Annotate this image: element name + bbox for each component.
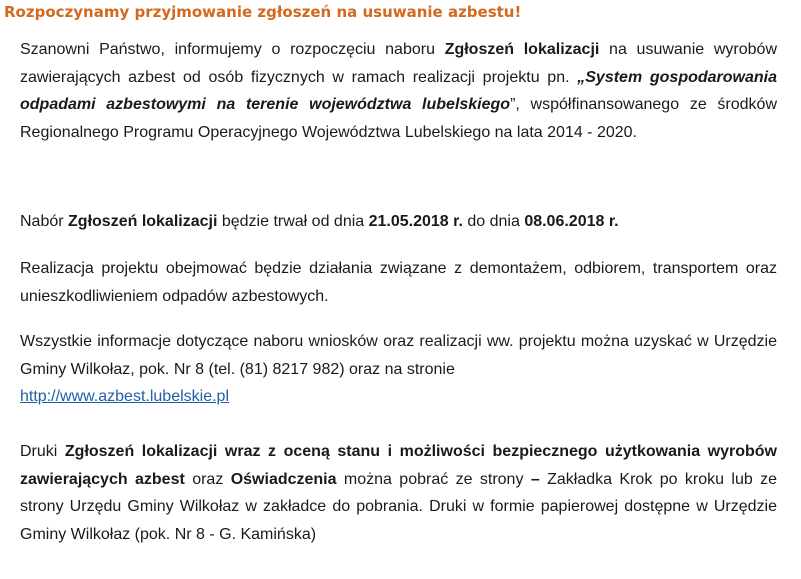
- forms-paragraph: [20, 438, 777, 548]
- forms-bold-zgloszen: Zgłoszeń lokalizacji wraz z oceną stanu i możliwości bezpiecznego użytkowania wyrobów zawierających azbest: [20, 443, 777, 488]
- end-date: 08.06.2018 r.: [524, 213, 619, 230]
- info-text: Wszystkie informacje dotyczące naboru wniosków oraz realizacji ww. projektu można uzyskać w Urzędzie Gminy Wilkołaz, pok. Nr 8 (tel. (81) 8217 982) oraz na stronie: [20, 333, 777, 378]
- forms-text-1: Druki: [20, 443, 65, 460]
- dates-text-3: do dnia: [462, 213, 525, 230]
- project-name: „System gospodarowania odpadami azbestowymi na terenie województwa lubelskiego: [20, 68, 777, 114]
- scope-paragraph: [20, 255, 777, 310]
- azbest-website-link[interactable]: http://www.azbest.lubelskie.pl: [20, 388, 229, 406]
- dates-bold-zgloszen: Zgłoszeń lokalizacji: [68, 213, 218, 230]
- dates-text-1: Nabór: [20, 213, 69, 230]
- forms-text-3: można pobrać ze strony: [336, 470, 531, 488]
- info-paragraph: [20, 328, 777, 411]
- start-date: 21.05.2018 r.: [368, 213, 463, 230]
- intro-text-3: ”, współfinansowanego ze środków Regionalnego Programu Operacyjnego Województwa Lubelskiego na lata 2014 - 2020.: [20, 96, 777, 141]
- intro-paragraph: [20, 36, 777, 146]
- forms-text-4: Zakładka Krok po kroku lub ze strony Urzędu Gminy Wilkołaz w zakładce do pobrania. Druki w formie papierowej dostępne w Urzędzie Gminy Wilkołaz (pok. Nr 8 - G. Kamińska): [20, 470, 778, 543]
- page-title: Rozpoczynamy przyjmowanie zgłoszeń na usuwanie azbestu!: [4, 3, 522, 21]
- dates-text-2: będzie trwał od dnia: [217, 213, 369, 230]
- intro-bold-zgloszen: Zgłoszeń lokalizacji: [444, 41, 600, 58]
- forms-bold-oswiadczenia: Oświadczenia: [230, 470, 337, 488]
- intro-text-1: Szanowni Państwo, informujemy o rozpoczęciu naboru: [20, 41, 445, 58]
- intro-text-2: na usuwanie wyrobów zawierających azbest od osób fizycznych w ramach realizacji projektu pn.: [20, 41, 777, 86]
- dates-paragraph: [20, 208, 777, 236]
- scope-text: Realizacja projektu obejmować będzie działania związane z demontażem, odbiorem, transportem oraz unieszkodliwieniem odpadów azbestowych.: [20, 260, 777, 305]
- forms-bold-dash: –: [530, 470, 540, 488]
- forms-text-2: oraz: [184, 470, 231, 488]
